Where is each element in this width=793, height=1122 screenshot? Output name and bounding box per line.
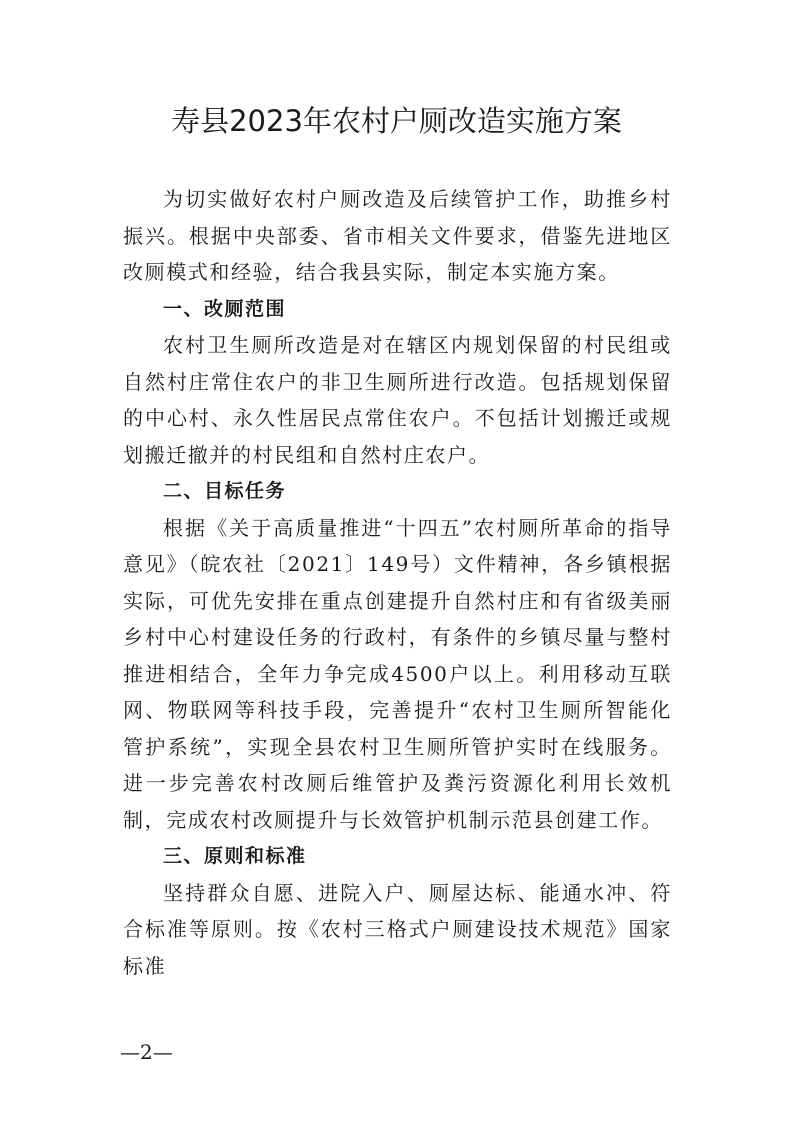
section-paragraph-goals: 根据《关于高质量推进“十四五”农村厕所革命的指导意见》（皖农社〔2021〕149号）文件精神，各乡镇根据实际，可优先安排在重点创建提升自然村庄和有省级美丽乡村中心村建设任务的行政村，有条件的乡镇尽量与整村推进相结合，全年力争完成4500户以上。利用移动互联网、物联网等科技手段，完善提升“农村卫生厕所智能化管护系统”，实现全县农村卫生厕所管护实时在线服务。进一步完善农村改厕后维管护及粪污资源化利用长效机制，完成农村改厕提升与长效管护机制示范县创建工作。 xyxy=(123,515,672,832)
section-heading-goals: 二、目标任务 xyxy=(163,480,287,502)
section-heading-scope: 一、改厕范围 xyxy=(163,297,287,320)
intro-paragraph: 为切实做好农村户厕改造及后续管护工作，助推乡村振兴。根据中央部委、省市相关文件要求，借鉴先进地区改厕模式和经验，结合我县实际，制定本实施方案。 xyxy=(123,187,672,284)
section-heading-principles: 三、原则和标准 xyxy=(163,845,307,867)
document-title: 寿县2023年农村户厕改造实施方案 xyxy=(171,104,622,138)
page-number: —2— xyxy=(120,1040,173,1064)
section-paragraph-principles: 坚持群众自愿、进院入户、厕屋达标、能通水冲、符合标准等原则。按《农村三格式户厕建设技术规范》国家标准 xyxy=(123,880,672,978)
document-body xyxy=(123,181,672,984)
section-paragraph-scope: 农村卫生厕所改造是对在辖区内规划保留的村民组或自然村庄常住农户的非卫生厕所进行改造。包括规划保留的中心村、永久性居民点常住农户。不包括计划搬迁或规划搬迁撤并的村民组和自然村庄农户。 xyxy=(123,333,672,467)
